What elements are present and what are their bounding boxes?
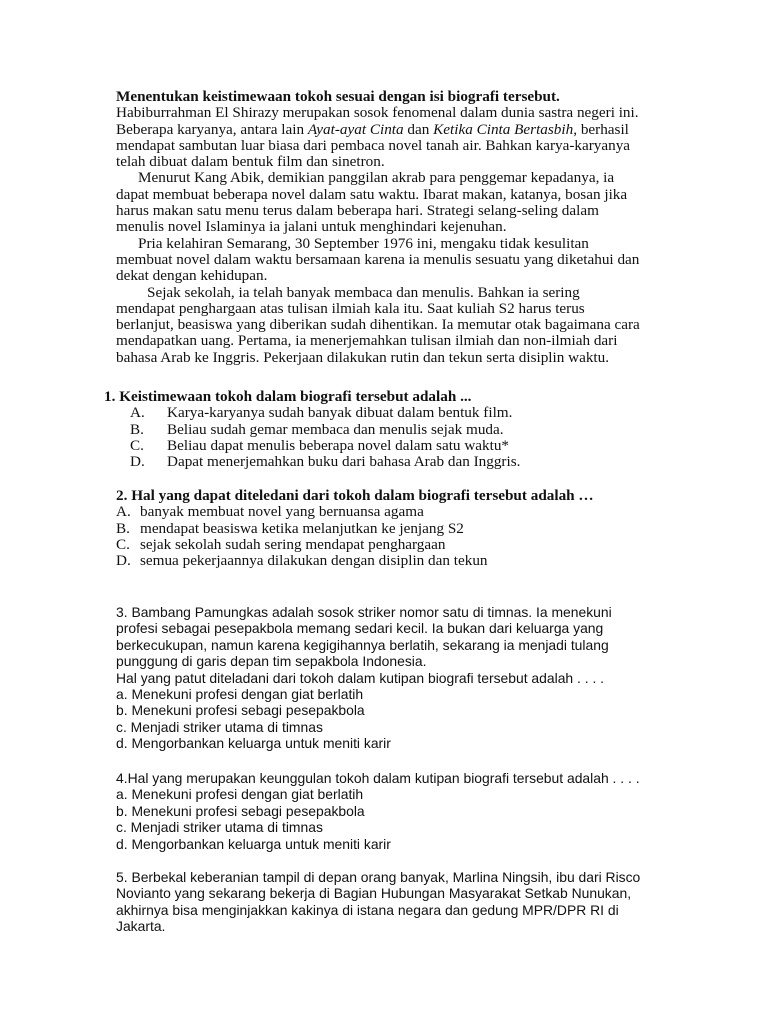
question-text: akhirnya bisa menginjakkan kakinya di istana negara dan gedung MPR/DPR RI di (116, 901, 619, 918)
question-text: Jakarta. (116, 918, 166, 935)
passage-line: Pria kelahiran Semarang, 30 September 1976 ini, mengaku tidak kesulitan (138, 234, 589, 252)
biography-passage (116, 89, 640, 366)
question-text: Novianto yang sekarang bekerja di Bagian Hubungan Masyarakat Setkab Nunukan, (116, 885, 632, 902)
passage-line: berlanjut, beasiswa yang diberikan sudah dihentikan. Ia memutar otak bagaimana cara (116, 316, 640, 334)
passage-line: Menurut Kang Abik, demikian panggilan akrab para penggemar kepadanya, ia (138, 169, 615, 187)
passage-heading: Menentukan keistimewaan tokoh sesuai dengan isi biografi tersebut. (116, 88, 560, 105)
question-text: profesi sebagai pesepakbola memang sedari kecil. Ia bukan dari keluarga yang (116, 620, 604, 637)
passage-line: bahasa Arab ke Inggris. Pekerjaan dilakukan rutin dan tekun serta disiplin waktu. (116, 348, 610, 366)
book-title: Ketika Cinta Bertasbih (433, 120, 574, 138)
passage-line: menulis novel Islaminya ia jalani untuk menghindari kejenuhan. (116, 218, 507, 236)
book-title: Ayat-ayat Cinta (307, 120, 404, 138)
passage-line: mendapat penghargaan atas tulisan ilmiah kala itu. Saat kuliah S2 harus terus (116, 299, 585, 317)
answer-option: a. Menekuni profesi dengan giat berlatih (116, 786, 364, 803)
answer-option: d. Mengorbankan keluarga untuk meniti karir (116, 835, 391, 852)
question-5 (116, 869, 640, 935)
passage-line: Beberapa karyanya, antara lain Ayat-ayat Cinta dan Ketika Cinta Bertasbih, berhasil (116, 120, 629, 138)
question-text: 1. Keistimewaan tokoh dalam biografi tersebut adalah ... (104, 388, 472, 405)
question-text: berkecukupan, namun karena kegigihannya berlatih, sekarang ia menjadi tulang (116, 636, 609, 653)
answer-option: D. Dapat menerjemahkan buku dari bahasa Arab dan Inggris. (130, 453, 521, 471)
answer-option: c. Menjadi striker utama di timnas (116, 819, 323, 836)
answer-option: A. banyak membuat novel yang bernuansa agama (116, 503, 424, 521)
question-text: punggung di garis depan tim sepakbola Indonesia. (116, 653, 427, 670)
passage-line: telah dibuat dalam bentuk film dan sinetron. (116, 153, 385, 171)
answer-option: B. mendapat beasiswa ketika melanjutkan ke jenjang S2 (116, 519, 464, 537)
passage-line: dekat dengan kehidupan. (116, 267, 268, 285)
answer-option: A. Karya-karyanya sudah banyak dibuat dalam bentuk film. (130, 404, 513, 422)
passage-line: dapat membuat beberapa novel dalam satu waktu. Ibarat makan, katanya, bosan jika (116, 185, 628, 203)
answer-option: a. Menekuni profesi dengan giat berlatih (116, 686, 364, 703)
question-text: 3. Bambang Pamungkas adalah sosok striker nomor satu di timnas. Ia menekuni (116, 604, 612, 620)
passage-line: harus makan satu menu terus dalam beberapa hari. Strategi selang-seling dalam (116, 202, 599, 220)
passage-line: mendapat sambutan luar biasa dari pembaca novel tanah air. Bahkan karya-karyanya (116, 136, 631, 154)
passage-line: Sejak sekolah, ia telah banyak membaca dan menulis. Bahkan ia sering (147, 283, 580, 301)
question-1 (104, 389, 520, 470)
question-3 (116, 604, 612, 752)
question-text: Hal yang patut diteladani dari tokoh dalam kutipan biografi tersebut adalah . . . . (116, 669, 605, 686)
question-4 (116, 770, 640, 852)
answer-option: b. Menekuni profesi sebagi pesepakbola (116, 702, 365, 719)
question-text: 5. Berbekal keberanian tampil di depan orang banyak, Marlina Ningsih, ibu dari Risco (116, 869, 641, 885)
question-2 (116, 488, 594, 569)
answer-option: c. Menjadi striker utama di timnas (116, 718, 323, 735)
answer-option: C. sejak sekolah sudah sering mendapat penghargaan (116, 535, 446, 553)
answer-option: d. Mengorbankan keluarga untuk meniti karir (116, 735, 391, 752)
answer-option: B. Beliau sudah gemar membaca dan menulis sejak muda. (130, 420, 504, 438)
question-text: 4.Hal yang merupakan keunggulan tokoh dalam kutipan biografi tersebut adalah . . . . (116, 770, 640, 786)
passage-line: Habiburrahman El Shirazy merupakan sosok fenomenal dalam dunia sastra negeri ini. (116, 104, 639, 122)
answer-option: D. semua pekerjaannya dilakukan dengan disiplin dan tekun (116, 552, 488, 570)
answer-option: C. Beliau dapat menulis beberapa novel dalam satu waktu* (130, 436, 510, 454)
answer-option: b. Menekuni profesi sebagi pesepakbola (116, 802, 365, 819)
question-text: 2. Hal yang dapat diteledani dari tokoh dalam biografi tersebut adalah … (116, 487, 594, 504)
passage-line: membuat novel dalam waktu bersamaan karena ia menulis sesuatu yang diketahui dan (116, 250, 640, 268)
passage-line: mendapatkan uang. Pertama, ia menerjemahkan tulisan ilmiah dan non-ilmiah dari (116, 332, 618, 350)
